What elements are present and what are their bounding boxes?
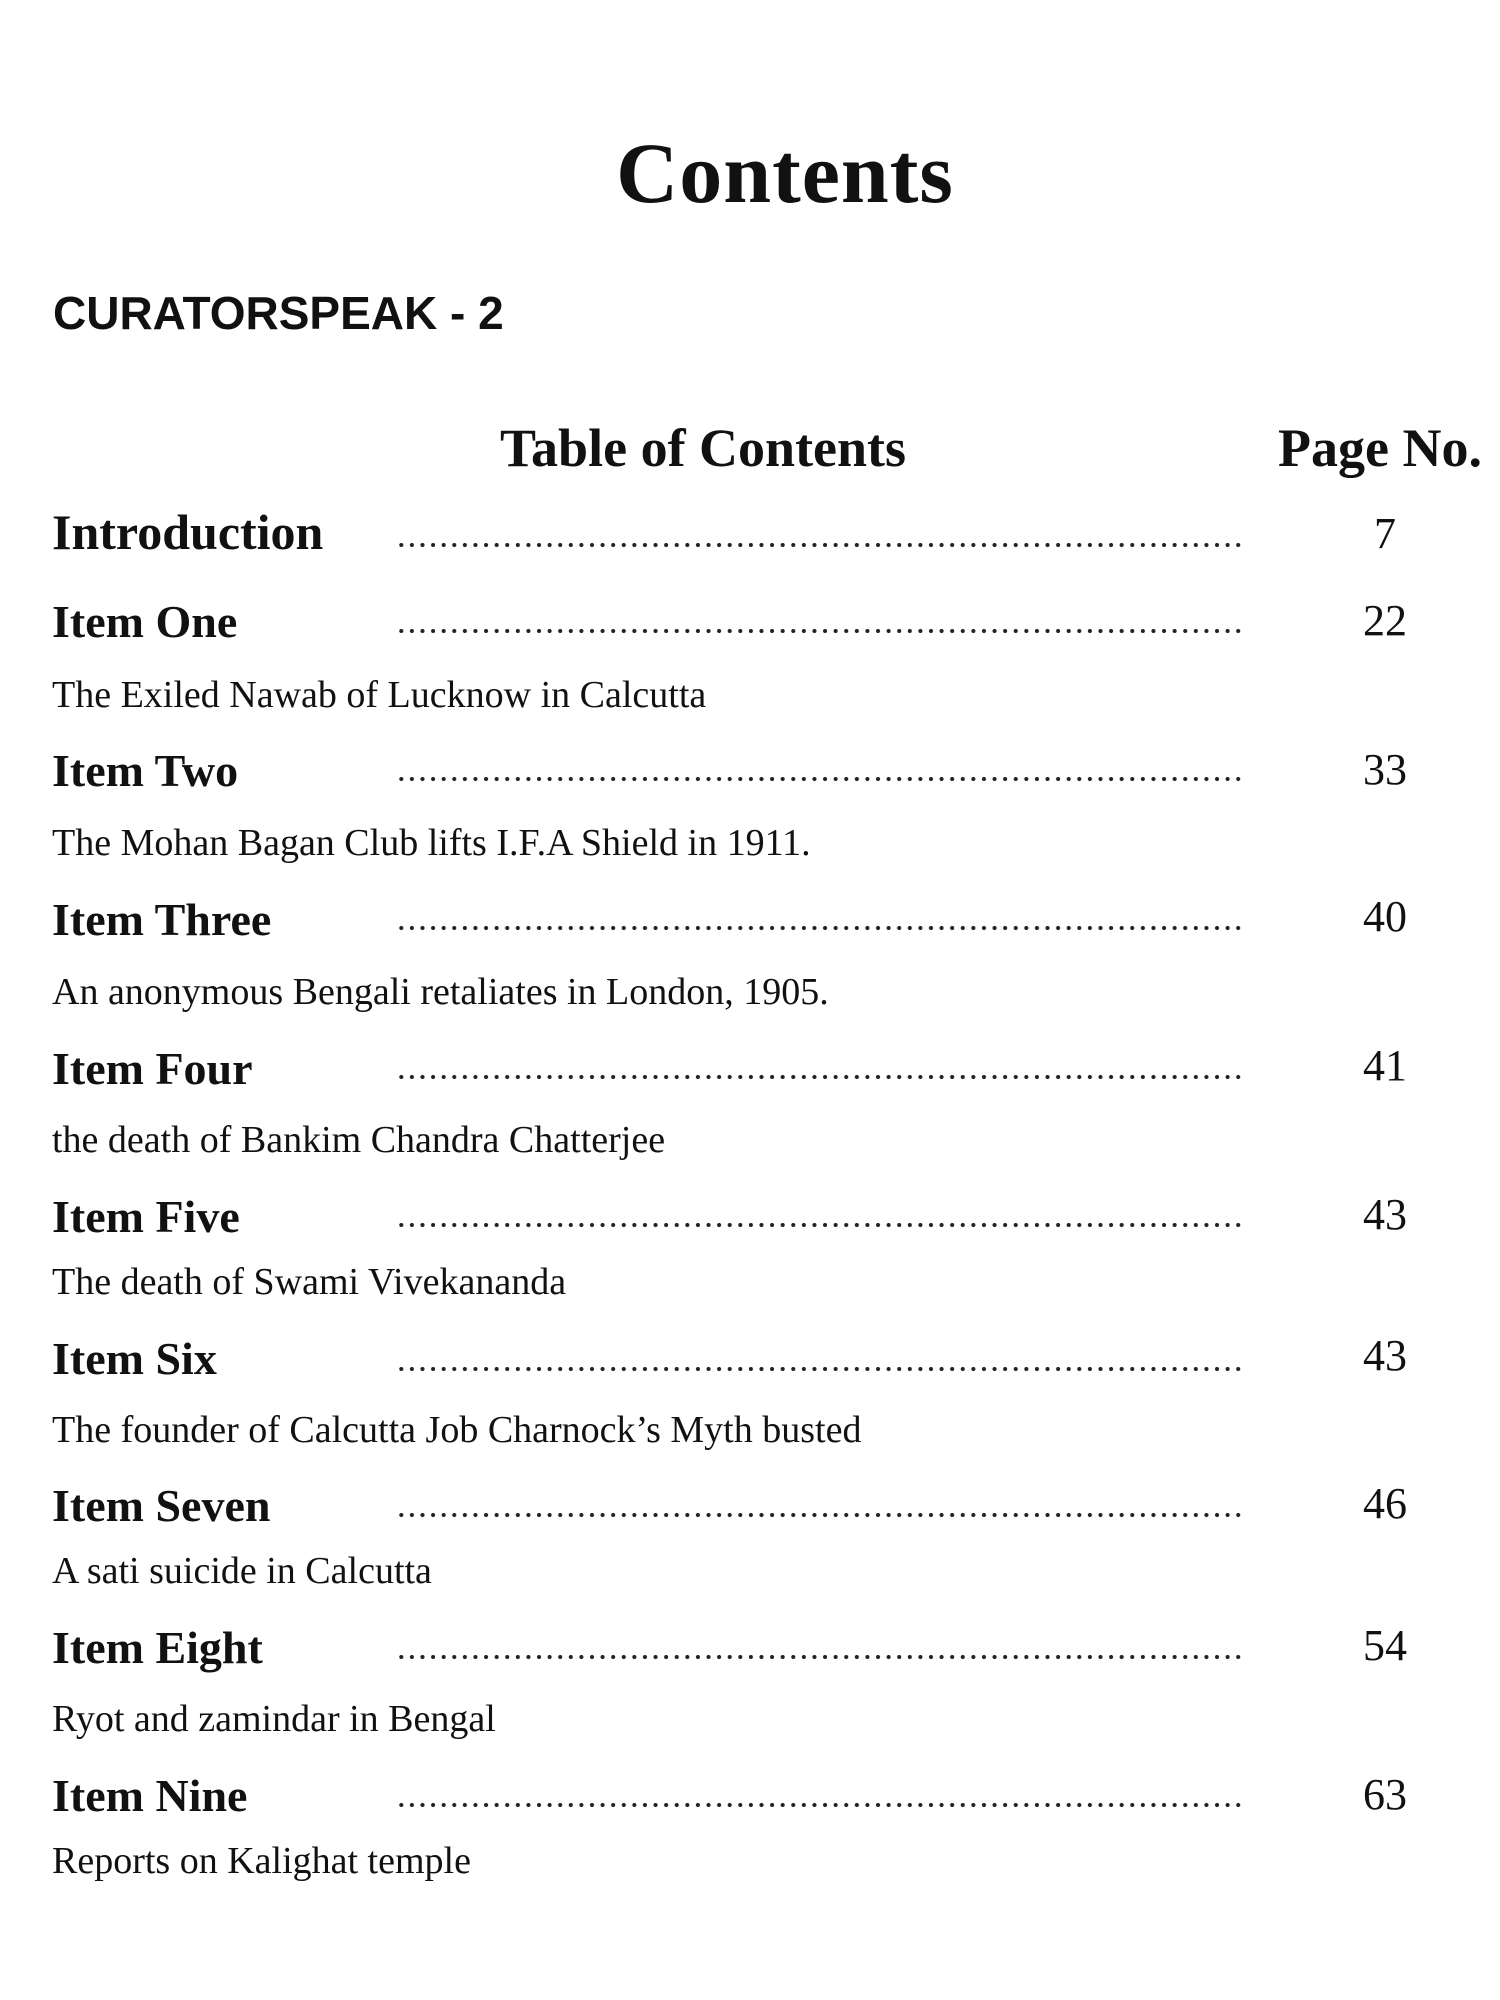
toc-entry-page-item-five: 43: [1363, 1190, 1407, 1239]
dot-leader: [396, 925, 1246, 931]
dot-leader: [396, 1366, 1246, 1372]
toc-entry-page-item-six: 43: [1363, 1331, 1407, 1380]
toc-entry-page-item-two: 33: [1363, 745, 1407, 794]
page-title: Contents: [616, 125, 954, 221]
toc-entry-description-item-two: The Mohan Bagan Club lifts I.F.A Shield in 1911.: [52, 822, 811, 864]
toc-entry-description-item-one: The Exiled Nawab of Lucknow in Calcutta: [52, 674, 707, 716]
toc-entry-page-item-seven: 46: [1363, 1479, 1407, 1528]
toc-entry-description-item-three: An anonymous Bengali retaliates in London, 1905.: [52, 971, 829, 1013]
page-number-column-header: Page No.: [1278, 418, 1482, 478]
dot-leader: [396, 1654, 1246, 1660]
dot-leader: [396, 1512, 1246, 1518]
toc-entry-title-item-six: Item Six: [52, 1333, 217, 1384]
toc-entry-title-item-three: Item Three: [52, 894, 272, 945]
toc-entry-title-item-two: Item Two: [52, 745, 239, 796]
toc-entry-title-item-four: Item Four: [52, 1043, 253, 1094]
toc-entry-page-item-four: 41: [1363, 1041, 1407, 1090]
toc-column-header: Table of Contents: [500, 418, 907, 478]
book-title: CURATORSPEAK - 2: [53, 287, 504, 339]
toc-entry-page-item-eight: 54: [1363, 1621, 1407, 1670]
toc-entry-title-introduction: Introduction: [52, 504, 324, 560]
dot-leader: [396, 1074, 1246, 1080]
dot-leader: [396, 1802, 1246, 1808]
toc-entry-title-item-eight: Item Eight: [52, 1622, 263, 1673]
toc-entry-title-item-seven: Item Seven: [52, 1480, 271, 1531]
toc-entry-description-item-five: The death of Swami Vivekananda: [52, 1261, 567, 1303]
toc-entry-page-item-three: 40: [1363, 892, 1407, 941]
toc-entry-description-item-six: The founder of Calcutta Job Charnock’s Myth busted: [52, 1409, 862, 1451]
toc-entry-description-item-eight: Ryot and zamindar in Bengal: [52, 1698, 496, 1740]
toc-entry-page-introduction: 7: [1374, 509, 1396, 558]
toc-entry-title-item-nine: Item Nine: [52, 1770, 248, 1821]
dot-leader: [396, 628, 1246, 634]
dot-leader: [396, 776, 1246, 782]
toc-entry-title-item-one: Item One: [52, 596, 238, 647]
dot-leader: [396, 1222, 1246, 1228]
toc-entry-page-item-one: 22: [1363, 596, 1407, 645]
toc-entry-description-item-four: the death of Bankim Chandra Chatterjee: [52, 1119, 666, 1161]
toc-entry-description-item-seven: A sati suicide in Calcutta: [52, 1550, 432, 1592]
toc-entry-title-item-five: Item Five: [52, 1191, 240, 1242]
toc-entry-page-item-nine: 63: [1363, 1770, 1407, 1819]
dot-leader: [396, 542, 1246, 548]
toc-entry-description-item-nine: Reports on Kalighat temple: [52, 1840, 471, 1882]
